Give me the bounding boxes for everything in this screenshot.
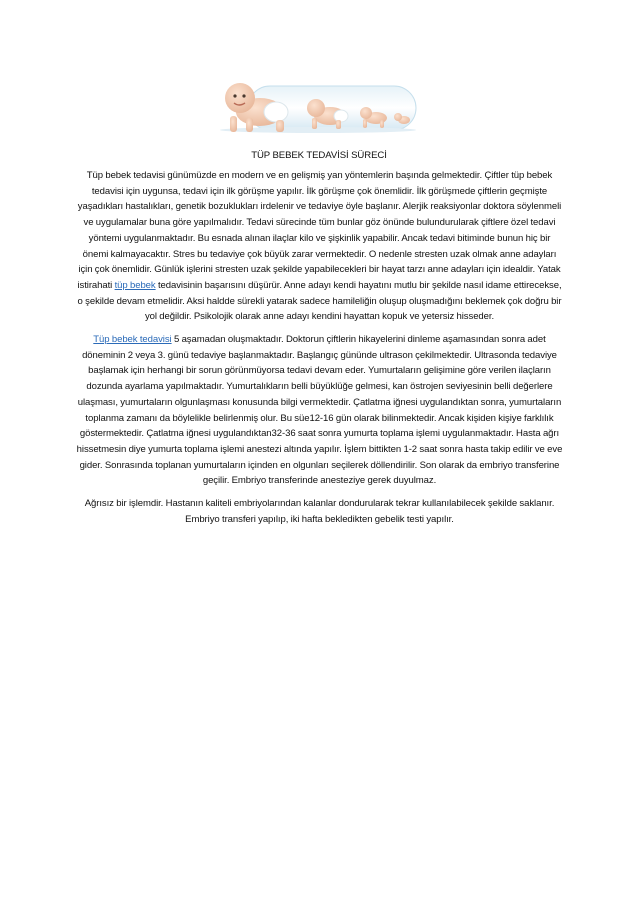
paragraph-closing [76,496,563,527]
crawling-babies-image [218,76,418,136]
paragraph-stages [76,332,563,489]
tup-bebek-tedavisi-link[interactable]: Tüp bebek tedavisi [93,334,172,346]
paragraph-closing-text: Ağrısız bir işlemdir. Hastanın kaliteli embriyolarından kalanlar dondurularak tekrar kullanılabilecek şekilde saklanır. Embriyo transferi yapılıp, iki hafta bekledikten gebelik testi yapılır. [84,498,555,525]
document-title: TÜP BEBEK TEDAVİSİ SÜRECİ [251,150,387,161]
crawling-babies-illustration [218,76,418,136]
paragraph-intro-text: Tüp bebek tedavisi günümüzde en modern ve en gelişmiş yan yöntemlerin başında gelmektedir. Çiftler tüp bebek tedavisi için uygunsa, tedavi için ilk görüşme yapılır. İlk görüşme çok önemlidir. İlk görüşmede çiftlerin geçmişte yaşadıkları hastalıkları, genetik bozuklukları irdelenir ve tedaviye öyle başlanır. Alerjik reaksiyonlar doktora söylenmeli ve uygulamalar buna göre yapılmalıdır. Tedavi sürecinde tüm bunlar göz önünde bulundurularak çiftlere özel tedavi yöntemi uygulanmaktadır. Bu esnada alınan ilaçlar kilo ve şişkinlik yapabilir. Ancak tedavi bitiminde bunun hiç bir önemi kalmayacaktır. Stres bu tedaviye çok büyük zarar vermektedir. O nedenle stresten uzak olmak anne adayları için çok önemlidir. Günlük işlerini stresten uzak şekilde yapabilecekleri bir hayat tarzı anne adayları için idealdir. Yatak istirahati [77,170,562,291]
paragraph-intro [76,168,563,325]
paragraph-stages-text: 5 aşamadan oluşmaktadır. Doktorun çiftlerin hikayelerini dinleme aşamasından sonra adet döneminin 2 veya 3. günü tedaviye başlanmaktadır. Başlangıç gününde ultrason çekilmektedir. Ultrasonda tedaviye başlamak için herhangi bir sorun görünmüyorsa tedavi devam eder. Yumurtaların gelişimine göre verilen ilaçların dozunda ayarlama yapılmaktadır. Yumurtalıkların belli büyüklüğe gelmesi, kan östrojen seviyesinin belli değerlere ulaşması, yumurtaların olgunlaşması konusunda bilgi vermektedir. Çatlatma iğnesi uygulandıktan sonra, yumurtaların toplanma zamanı da böylelikle belirlenmiş olur. Bu süe12-16 gün olarak bilinmektedir. Ancak kişiden kişiye farklılık göstermektedir. Çatlatma iğnesi uygulandıktan32-36 saat sonra yumurta toplama işlemi uygulanmaktadır. Hasta ağrı hissetmesin diye yumurta toplama işlemi anestezi altında yapılır. İşlem bittikten 1-2 saat sonra hasta takip edilir ve eve gider. Sonrasında toplanan yumurtaların içinden en olgunları seçilerek döllendirilir. Son olarak da embriyo transferine geçilir. Embriyo transferinde anesteziye gerek duyulmaz. [76,334,563,487]
paragraph-intro-text-continued: tedavisinin başarısını düşürür. Anne adayı kendi hayatını mutlu bir şekilde nasıl idame ettirecekse, o şekilde devam etmelidir. Aksi haldde sürekli yatarak sadece hamileliğin oluşup oluşmadığını beklemek çok doğru bir yol değildir. Psikolojik olarak anne adayı kendini hayattan kopuk ve yetersiz hisseder. [77,279,562,323]
tup-bebek-link[interactable]: tüp bebek [114,279,156,291]
document-body [76,168,563,534]
